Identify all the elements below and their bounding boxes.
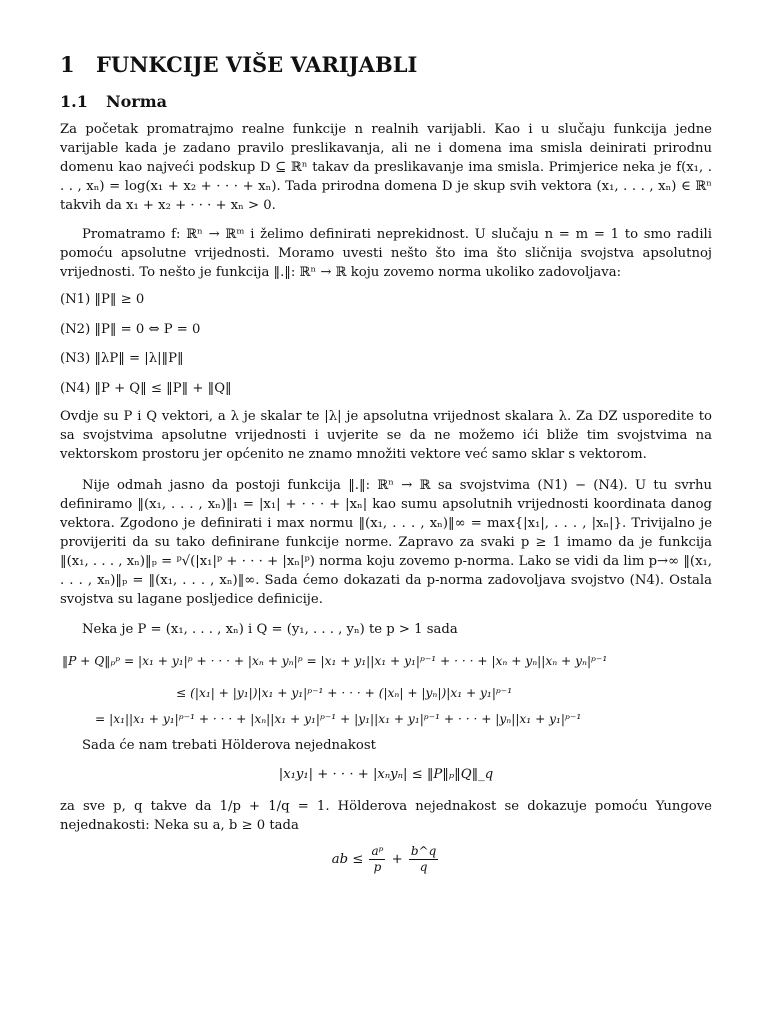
fraction-b-q-numerator: b^q <box>410 844 437 858</box>
equation-expansion-1: ‖P + Q‖ₚᵖ = |x₁ + y₁|ᵖ + · · · + |xₙ + yₙ|ᵖ = |x₁ + y₁||x₁ + y₁|ᵖ⁻¹ + · · · + |xₙ + yₙ||xₙ + yₙ|ᵖ⁻¹ <box>62 654 608 668</box>
fraction-a-p-denominator: p <box>373 860 382 874</box>
subsection-title: Norma <box>106 92 168 111</box>
axiom-n1: (N1) ‖P‖ ≥ 0 <box>60 292 145 307</box>
fraction-a-p <box>369 844 385 875</box>
axiom-n4: (N4) ‖P + Q‖ ≤ ‖P‖ + ‖Q‖ <box>60 381 232 396</box>
paragraph-continuity: Promatramo f: ℝⁿ → ℝᵐ i želimo definirati neprekidnost. U slučaju n = m = 1 to smo radili pomoću apsolutne vrijednosti. Moramo uvesti nešto što ima što sličnija svojstva apsolutnoj vrijednosti. To nešto je funkcija ‖.‖: ℝⁿ → ℝ koju zovemo norma ukoliko zadovoljava: <box>60 227 712 280</box>
axiom-n3: (N3) ‖λP‖ = |λ|‖P‖ <box>60 351 184 366</box>
paragraph-vectors: Ovdje su P i Q vektori, a λ je skalar te |λ| je apsolutna vrijednost skalara λ. Za DZ usporedite to sa svojstvima apsolutne vrijednosti i uvjerite se da ne možemo ići bliže tim svojstvima na vektorskom prostoru jer općenito ne znamo množiti vektore već samo sklar s vektorom. <box>60 409 712 462</box>
equation-young <box>60 844 712 875</box>
equation-expansion-3: = |x₁||x₁ + y₁|ᵖ⁻¹ + · · · + |xₙ||x₁ + y₁|ᵖ⁻¹ + |y₁||x₁ + y₁|ᵖ⁻¹ + · · · + |yₙ||x₁ + y₁|ᵖ⁻¹ <box>95 712 582 726</box>
section-heading <box>60 52 712 77</box>
equation-holder: |x₁y₁| + · · · + |xₙyₙ| ≤ ‖P‖ₚ‖Q‖_q <box>278 767 494 782</box>
section-number: 1 <box>60 52 75 77</box>
fraction-b-q-denominator: q <box>419 860 428 874</box>
fraction-b-q <box>409 844 438 875</box>
paragraph-young-intro: za sve p, q takve da 1/p + 1/q = 1. Hölderova nejednakost se dokazuje pomoću Yungove nejednakosti: Neka su a, b ≥ 0 tada <box>60 799 712 833</box>
section-title: FUNKCIJE VIŠE VARIJABLI <box>96 52 418 77</box>
paragraph-holder-intro: Sada će nam trebati Hölderova nejednakost <box>82 738 376 753</box>
subsection-number: 1.1 <box>60 92 88 111</box>
young-lhs: ab ≤ <box>331 852 364 867</box>
paragraph-proof-start: Neka je P = (x₁, . . . , xₙ) i Q = (y₁, . . . , yₙ) te p > 1 sada <box>82 622 458 637</box>
paragraph-intro: Za početak promatrajmo realne funkcije n realnih varijabli. Kao i u slučaju funkcija jedne varijable kada je zadano pravilo preslikavanja, ali ne i domena ima smisla deinirati prirodnu domenu kao najveći podskup D ⊆ ℝⁿ takav da preslikavanje ima smisla. Primjerice neka je f(x₁, . . . , xₙ) = log(x₁ + x₂ + · · · + xₙ). Tada prirodna domena D je skup svih vektora (x₁, . . . , xₙ) ∈ ℝⁿ takvih da x₁ + x₂ + · · · + xₙ > 0. <box>60 122 712 213</box>
fraction-a-p-numerator: aᵖ <box>371 844 384 858</box>
subsection-heading <box>60 92 712 111</box>
equation-expansion-2: ≤ (|x₁| + |y₁|)|x₁ + y₁|ᵖ⁻¹ + · · · + (|xₙ| + |yₙ|)|x₁ + y₁|ᵖ⁻¹ <box>176 686 513 700</box>
axiom-n2: (N2) ‖P‖ = 0 ⇔ P = 0 <box>60 322 201 337</box>
young-plus: + <box>391 852 403 867</box>
paragraph-p-norm: Nije odmah jasno da postoji funkcija ‖.‖: ℝⁿ → ℝ sa svojstvima (N1) − (N4). U tu svrhu definiramo ‖(x₁, . . . , xₙ)‖₁ = |x₁| + · · · + |xₙ| kao sumu apsolutnih vrijednosti koordinata danog vektora. Zgodono je definirati i max normu ‖(x₁, . . . , xₙ)‖∞ = max{|x₁|, . . . , |xₙ|}. Trivijalno je provijeriti da su tako definirane funkcije norme. Zapravo za svaki p ≥ 1 imamo da je funkcija ‖(x₁, . . . , xₙ)‖ₚ = ᵖ√(|x₁|ᵖ + · · · + |xₙ|ᵖ) norma koju zovemo p-norma. Lako se vidi da lim p→∞ ‖(x₁, . . . , xₙ)‖ₚ = ‖(x₁, . . . , xₙ)‖∞. Sada ćemo dokazati da p-norma zadovoljava svojstvo (N4). Ostala svojstva su lagane posljedice definicije. <box>60 478 712 607</box>
